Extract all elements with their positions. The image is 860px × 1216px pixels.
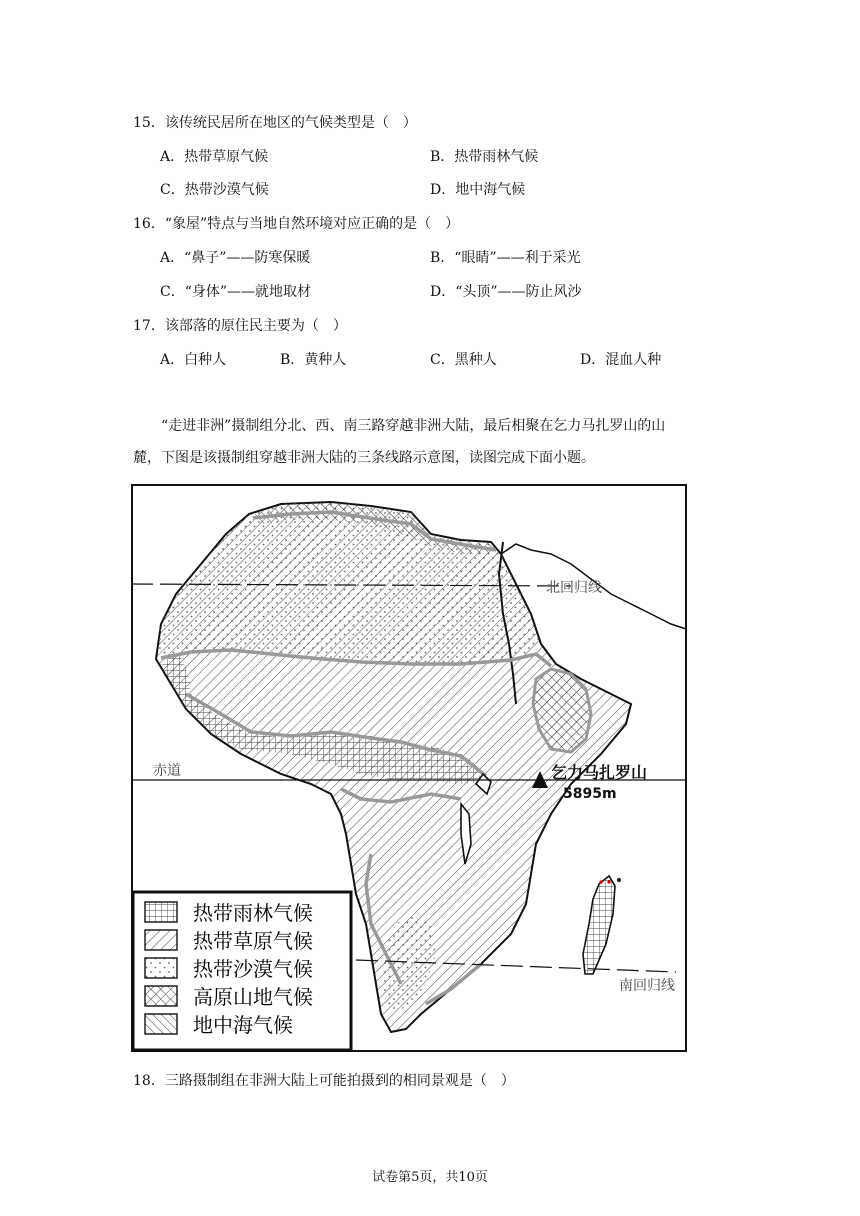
- question-17-option-a: A．白种人: [160, 352, 227, 368]
- question-16-option-d: D．“头顶”——防止风沙: [430, 284, 582, 300]
- passage-line-2: 麓，下图是该摄制组穿越非洲大陆的三条线路示意图，读图完成下面小题。: [133, 450, 595, 466]
- question-17-option-b: B．黄种人: [280, 352, 347, 368]
- elevation-label: 5895m: [563, 786, 617, 802]
- question-15-option-a: A．热带草原气候: [160, 149, 269, 165]
- legend-swatch-mediterranean: [145, 1014, 177, 1034]
- tropic-north-label: 北回归线: [546, 580, 602, 596]
- question-17-option-d: D．混血人种: [580, 352, 662, 368]
- legend-label-rainforest: 热带雨林气候: [193, 901, 313, 925]
- legend-label-highland: 高原山地气候: [193, 985, 313, 1009]
- page-footer: 试卷第5页，共10页: [372, 1170, 488, 1185]
- map-legend: [133, 892, 351, 1050]
- tropic-south-label: 南回归线: [619, 978, 675, 994]
- island-dot: [599, 880, 602, 883]
- question-16-stem: 16．“象屋”特点与当地自然环境对应正确的是（ ）: [133, 216, 460, 232]
- legend-label-mediterranean: 地中海气候: [193, 1013, 293, 1037]
- question-18-stem: 18．三路摄制组在非洲大陆上可能拍摄到的相同景观是（ ）: [133, 1073, 515, 1089]
- legend-swatch-desert: [145, 958, 177, 978]
- passage-line-1: “走进非洲”摄制组分北、西、南三路穿越非洲大陆，最后相聚在乞力马扎罗山的山: [161, 418, 666, 434]
- question-17-option-c: C．黑种人: [430, 352, 497, 368]
- question-16-option-a: A．“鼻子”——防寒保暖: [160, 250, 311, 266]
- mountain-label: 乞力马扎罗山: [551, 763, 648, 782]
- legend-swatch-rainforest: [145, 902, 177, 922]
- legend-swatch-highland: [145, 986, 177, 1006]
- equator-label: 赤道: [153, 763, 181, 779]
- legend-label-savanna: 热带草原气候: [193, 929, 313, 953]
- legend-label-desert: 热带沙漠气候: [193, 957, 313, 981]
- question-15-stem: 15．该传统民居所在地区的气候类型是（ ）: [133, 115, 417, 131]
- island-dot: [607, 880, 610, 883]
- question-15-option-b: B．热带雨林气候: [430, 149, 539, 165]
- passage: [133, 410, 733, 474]
- island-dot: [617, 878, 621, 882]
- question-16-option-c: C．“身体”——就地取材: [160, 284, 312, 300]
- question-16-option-b: B．“眼睛”——利于采光: [430, 250, 581, 266]
- question-15-option-c: C．热带沙漠气候: [160, 182, 269, 198]
- question-17-stem: 17．该部落的原住民主要为（ ）: [133, 318, 347, 334]
- legend-swatch-savanna: [145, 930, 177, 950]
- africa-climate-map: [131, 484, 687, 1052]
- question-15-option-d: D．地中海气候: [430, 182, 526, 198]
